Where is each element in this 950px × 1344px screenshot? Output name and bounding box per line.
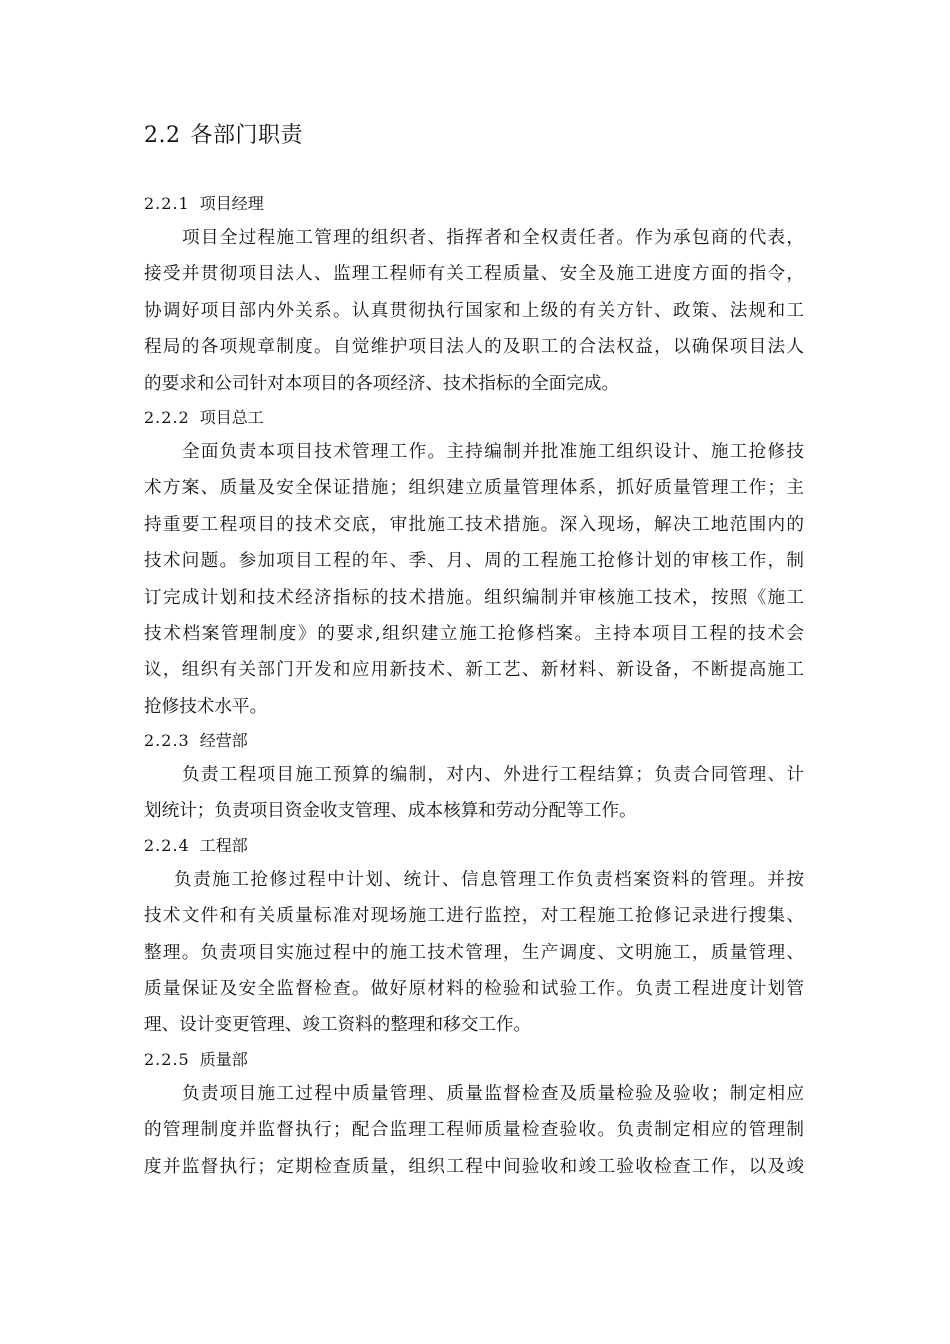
paragraph-engineering-dept: 负责施工抢修过程中计划、统计、信息管理工作负责档案资料的管理。并按 技术文件和有关质量标准对现场施工进行监控，对工程施工抢修记录进行搜集、 整理。负责项目实施过程中的施工技术管理，生产调度、文明施工，质量管理、 质量保证及安全监督检查。做好原材料的检验和试验工作。负责工程进度计划管 理、设计变更管理、竣工资料的整理和移交工作。 [144, 869, 804, 1036]
paragraph-chief-engineer: 全面负责本项目技术管理工作。主持编制并批准施工组织设计、施工抢修技 术方案、质量及安全保证措施；组织建立质量管理体系，抓好质量管理工作；主 持重要工程项目的技术交底，审批施工技术措施。深入现场，解决工地范围内的 技术问题。参加项目工程的年、季、月、周的工程施工抢修计划的审核工作，制 订完成计划和技术经济指标的技术措施。组织编制并审核施工技术，按照《施工 技术档案管理制度》的要求,组织建立施工抢修档案。主持本项目工程的技术会 议，组织有关部门开发和应用新技术、新工艺、新材料、新设备，不断提高施工 抢修技术水平。 [144, 441, 804, 717]
section-title [144, 120, 303, 152]
section-title-text: 各部门职责 [190, 123, 304, 148]
subsection-heading-project-manager: 2.2.1 项目经理 [144, 194, 264, 213]
section-number: 2.2 [144, 123, 181, 148]
subsection-heading-engineering-dept: 2.2.4 工程部 [144, 835, 248, 855]
subsection-heading-chief-engineer: 2.2.2 项目总工 [144, 407, 264, 427]
subsection-heading-business-dept: 2.2.3 经营部 [144, 731, 248, 751]
document-body [144, 188, 804, 1185]
subsection-heading-quality-dept: 2.2.5 质量部 [144, 1049, 248, 1069]
paragraph-quality-dept: 负责项目施工过程中质量管理、质量监督检查及质量检验及验收；制定相应 的管理制度并监督执行；配合监理工程师质量检查验收。负责制定相应的管理制 度并监督执行；定期检查质量，组织工程中间验收和竣工验收检查工作，以及竣 [144, 1083, 804, 1177]
paragraph-business-dept: 负责工程项目施工预算的编制，对内、外进行工程结算；负责合同管理、计 划统计；负责项目资金收支管理、成本核算和劳动分配等工作。 [144, 765, 804, 822]
paragraph-project-manager: 项目全过程施工管理的组织者、指挥者和全权责任者。作为承包商的代表， 接受并贯彻项目法人、监理工程师有关工程质量、安全及施工进度方面的指令， 协调好项目部内外关系。认真贯彻执行国家和上级的有关方针、政策、法规和工 程局的各项规章制度。自觉维护项目法人的及职工的合法权益，以确保项目法人 的要求和公司针对本项目的各项经济、技术指标的全面完成。 [144, 228, 804, 394]
